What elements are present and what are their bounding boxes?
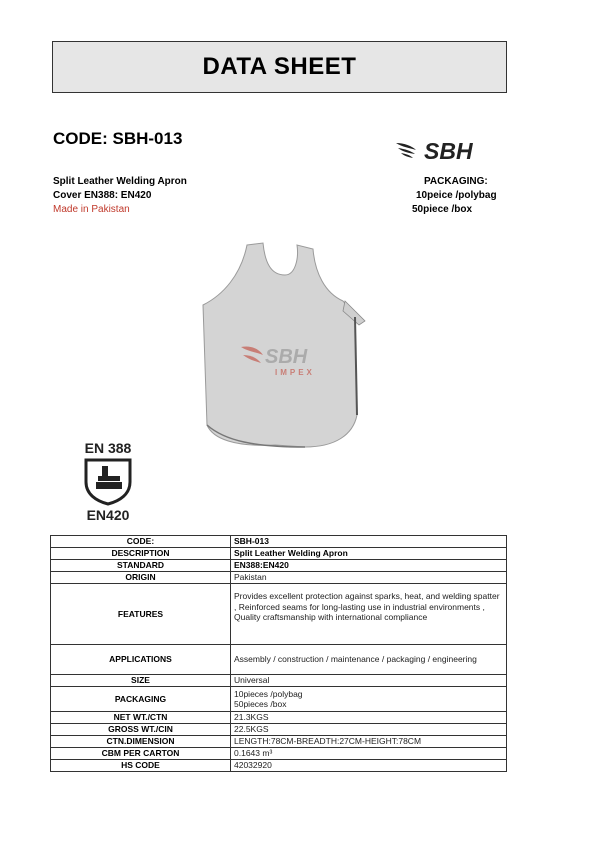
- spec-value: Universal: [231, 675, 507, 687]
- spec-value: Assembly / construction / maintenance / packaging / engineering: [231, 645, 507, 675]
- spec-value: Provides excellent protection against sparks, heat, and welding spatter , Reinforced seams for long-lasting use in industrial environments , Quality craftsmanship with international compliance: [231, 584, 507, 645]
- table-row: [51, 572, 507, 584]
- spec-label: DESCRIPTION: [51, 548, 231, 560]
- spec-table: [50, 535, 507, 772]
- spec-value: 0.1643 m³: [231, 748, 507, 760]
- product-code-heading: CODE: SBH-013: [53, 129, 183, 148]
- product-cover: Cover EN388: EN420: [53, 190, 152, 201]
- table-row: [51, 560, 507, 572]
- spec-label: ORIGIN: [51, 572, 231, 584]
- packaging-line-1: 10peice /polybag: [416, 190, 497, 201]
- en420-label: EN420: [86, 507, 130, 522]
- hammer-shield-icon: [86, 460, 130, 504]
- title-box: [52, 41, 507, 93]
- page-title: DATA SHEET: [202, 53, 357, 80]
- table-row: [51, 548, 507, 560]
- apron-shape: [203, 243, 357, 447]
- table-row: [51, 748, 507, 760]
- watermark-sub: IMPEX: [275, 368, 315, 377]
- table-row: [51, 645, 507, 675]
- spec-label: SIZE: [51, 675, 231, 687]
- logo-text: SBH: [424, 138, 473, 163]
- spec-label: GROSS WT./CIN: [51, 724, 231, 736]
- table-row: [51, 736, 507, 748]
- spec-label: CBM PER CARTON: [51, 748, 231, 760]
- made-in-note: Made in Pakistan: [53, 204, 130, 215]
- spec-label: FEATURES: [51, 584, 231, 645]
- table-row: [51, 584, 507, 645]
- spec-label: STANDARD: [51, 560, 231, 572]
- packaging-value-2: 50pieces /box: [234, 699, 287, 709]
- spec-value: Split Leather Welding Apron: [231, 548, 507, 560]
- product-name: Split Leather Welding Apron: [53, 176, 187, 187]
- en388-label: EN 388: [84, 440, 132, 456]
- spec-label: PACKAGING: [51, 687, 231, 712]
- sbh-logo: [394, 137, 500, 163]
- spec-value: LENGTH:78CM-BREADTH:27CM-HEIGHT:78CM: [231, 736, 507, 748]
- spec-label: NET WT./CTN: [51, 712, 231, 724]
- table-row: [51, 675, 507, 687]
- spec-value: 22.5KGS: [231, 724, 507, 736]
- en388-certification-mark: [76, 438, 140, 522]
- watermark-text: SBH: [265, 346, 308, 368]
- spec-value: EN388:EN420: [231, 560, 507, 572]
- spec-value-multiline: [231, 687, 507, 712]
- apron-photo: [195, 235, 370, 460]
- spec-value: 21.3KGS: [231, 712, 507, 724]
- packaging-label: PACKAGING:: [424, 176, 488, 187]
- packaging-line-2: 50piece /box: [412, 204, 473, 215]
- table-row: [51, 536, 507, 548]
- packaging-value-1: 10pieces /polybag: [234, 688, 303, 699]
- wing-icon: [396, 143, 416, 158]
- spec-value: SBH-013: [231, 536, 507, 548]
- spec-label: CODE:: [51, 536, 231, 548]
- table-row: [51, 724, 507, 736]
- spec-value: Pakistan: [231, 572, 507, 584]
- table-row: [51, 687, 507, 712]
- spec-value: 42032920: [231, 760, 507, 772]
- spec-label: APPLICATIONS: [51, 645, 231, 675]
- table-row: [51, 760, 507, 772]
- table-row: [51, 712, 507, 724]
- spec-label: CTN.DIMENSION: [51, 736, 231, 748]
- spec-label: HS CODE: [51, 760, 231, 772]
